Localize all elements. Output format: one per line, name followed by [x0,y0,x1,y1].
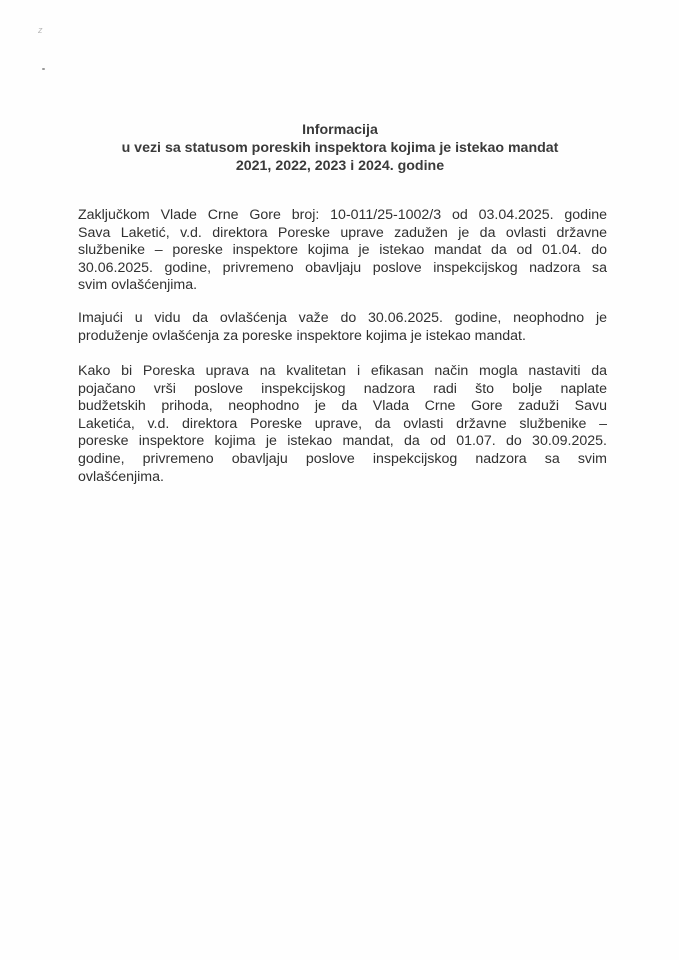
paragraph-line: godine, privremeno obavljaju poslove inspekcijskog nadzora sa svim [78,450,607,467]
document-title [60,121,620,175]
paragraph-line: Laketića, v.d. direktora Poreske uprave, da ovlasti državne službenike – [78,415,607,432]
scan-mark: z [38,25,43,35]
title-line-3: 2021, 2022, 2023 i 2024. godine [235,158,445,174]
paragraph-line: Zaključkom Vlade Crne Gore broj: 10-011/25-1002/3 od 03.04.2025. godine [78,207,607,223]
paragraph-line: Kako bi Poreska uprava na kvalitetan i efikasan način mogla nastaviti da [78,363,607,379]
title-line-2: u vezi sa statusom poreskih inspektora kojima je istekao mandat [121,140,559,156]
paragraph-line: Imajući u vidu da ovlašćenja važe do 30.06.2025. godine, neophodno je [78,310,607,326]
scan-dot-mark [42,68,45,70]
paragraph-line: svim ovlašćenjima. [78,277,198,294]
paragraph-3 [78,363,607,486]
paragraph-line: ovlašćenjima. [78,468,164,485]
paragraph-2 [78,310,607,345]
paragraph-line: produženje ovlašćenja za poreske inspektore kojima je istekao mandat. [78,327,526,344]
paragraph-line: službenike – poreske inspektore kojima je istekao mandat da od 01.04. do [78,242,607,259]
paragraph-1 [78,207,607,295]
paragraph-line: pojačano vrši poslove inspekcijskog nadzora radi što bolje naplate [78,380,607,397]
paragraph-line: 30.06.2025. godine, privremeno obavljaju poslove inspekcijskog nadzora sa [78,259,607,276]
paragraph-line: Sava Laketić, v.d. direktora Poreske uprave zadužen je da ovlasti državne [78,224,607,241]
paragraph-line: budžetskih prihoda, neophodno je da Vlada Crne Gore zaduži Savu [78,398,607,415]
title-line-1: Informacija [302,122,378,138]
paragraph-line: poreske inspektore kojima je istekao mandat, da od 01.07. do 30.09.2025. [78,433,607,450]
